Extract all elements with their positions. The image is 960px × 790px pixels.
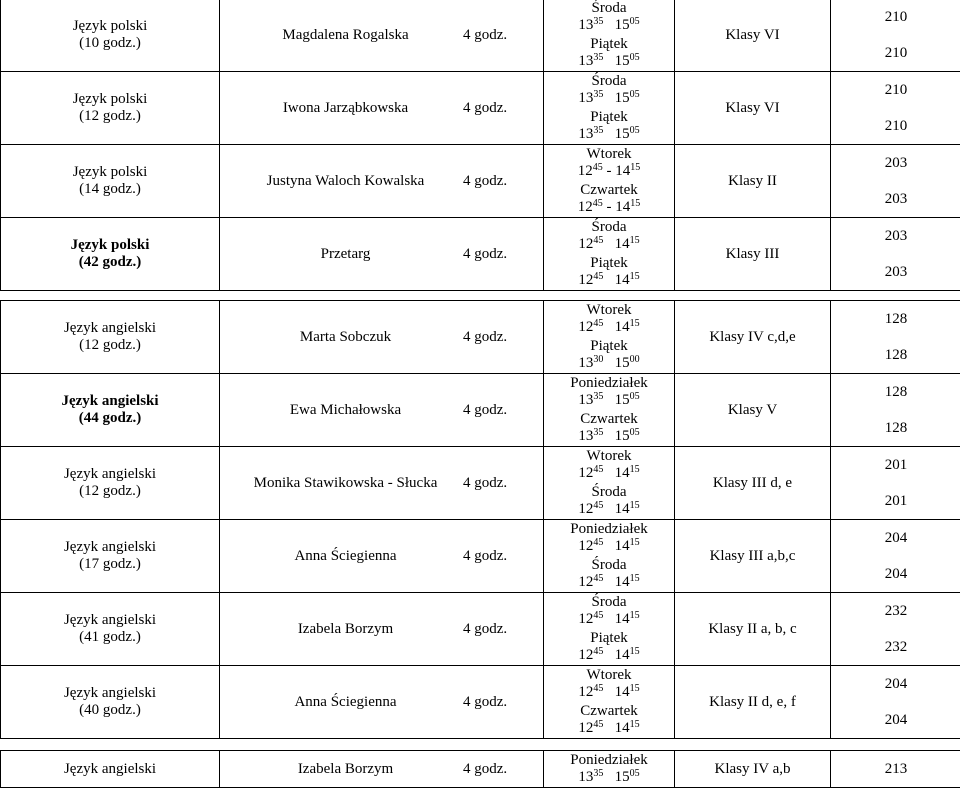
time-slot bbox=[544, 447, 674, 483]
subject-hours: (40 godz.) bbox=[79, 702, 141, 718]
teacher-hours: 4 godz. bbox=[463, 172, 508, 189]
room-number: 232 bbox=[884, 603, 908, 619]
teacher-name: Marta Sobczuk bbox=[299, 328, 392, 345]
rooms-cell bbox=[831, 72, 960, 145]
subject-cell bbox=[1, 145, 220, 218]
classes-cell: Klasy IV c,d,e bbox=[675, 301, 831, 374]
teacher-hours: 4 godz. bbox=[463, 99, 508, 116]
schedule-row bbox=[1, 301, 960, 374]
subject-cell bbox=[1, 520, 220, 593]
slot-time: $12^{45}$ $14^{15}$ bbox=[578, 235, 640, 252]
slot-day: Piątek bbox=[590, 109, 628, 125]
slot-day: Piątek bbox=[590, 36, 628, 52]
teacher-name: Izabela Borzym bbox=[297, 620, 394, 637]
slot-day: Wtorek bbox=[586, 667, 632, 683]
subject-cell bbox=[1, 218, 220, 291]
time-slot bbox=[544, 0, 674, 35]
teacher-hours: 4 godz. bbox=[463, 328, 508, 345]
subject-name: Język angielski bbox=[63, 320, 157, 336]
time-slot bbox=[544, 301, 674, 337]
subject-hours: (10 godz.) bbox=[79, 35, 141, 51]
rooms-cell bbox=[831, 218, 960, 291]
rooms-cell bbox=[831, 751, 960, 788]
teacher-name: Izabela Borzym bbox=[297, 760, 394, 777]
teacher-hours: 4 godz. bbox=[463, 474, 508, 491]
slot-day: Piątek bbox=[590, 630, 628, 646]
teacher-name: Iwona Jarząbkowska bbox=[282, 99, 409, 116]
days-cell bbox=[544, 0, 675, 72]
slot-time: $12^{45} - 14^{15}$ bbox=[577, 198, 641, 215]
slot-time: $13^{30}$ $15^{00}$ bbox=[578, 354, 640, 371]
subject-name: Język angielski bbox=[63, 539, 157, 555]
teacher-hours: 4 godz. bbox=[463, 245, 508, 262]
days-cell bbox=[544, 751, 675, 788]
slot-day: Wtorek bbox=[586, 146, 632, 162]
time-slot bbox=[544, 666, 674, 702]
time-slot bbox=[544, 218, 674, 254]
subject-name: Język angielski bbox=[63, 685, 157, 701]
classes-cell: Klasy III a,b,c bbox=[675, 520, 831, 593]
subject-name: Język angielski bbox=[63, 612, 157, 628]
days-cell bbox=[544, 447, 675, 520]
teacher-cell bbox=[220, 145, 544, 218]
slot-time: $13^{35}$ $15^{05}$ bbox=[578, 16, 640, 33]
time-slot bbox=[544, 483, 674, 519]
subject-hours: (14 godz.) bbox=[79, 181, 141, 197]
slot-time: $12^{45}$ $14^{15}$ bbox=[578, 500, 640, 517]
slot-day: Czwartek bbox=[580, 411, 638, 427]
subject-name: Język angielski bbox=[61, 393, 159, 409]
room-number: 203 bbox=[884, 228, 908, 244]
slot-time: $13^{35}$ $15^{05}$ bbox=[578, 391, 640, 408]
time-slot bbox=[544, 254, 674, 290]
slot-day: Piątek bbox=[590, 255, 628, 271]
classes-cell: Klasy II d, e, f bbox=[675, 666, 831, 739]
days-cell bbox=[544, 666, 675, 739]
slot-day: Poniedziałek bbox=[570, 375, 648, 391]
time-slot bbox=[544, 145, 674, 181]
teacher-name: Ewa Michałowska bbox=[289, 401, 402, 418]
slot-time: $12^{45}$ $14^{15}$ bbox=[578, 646, 640, 663]
classes-cell: Klasy VI bbox=[675, 0, 831, 72]
slot-day: Poniedziałek bbox=[570, 752, 648, 768]
schedule-row bbox=[1, 593, 960, 666]
rooms-cell bbox=[831, 301, 960, 374]
subject-cell bbox=[1, 666, 220, 739]
schedule-row bbox=[1, 520, 960, 593]
room-number: 204 bbox=[884, 712, 908, 728]
time-slot bbox=[544, 593, 674, 629]
rooms-cell bbox=[831, 0, 960, 72]
slot-time: $13^{35}$ $15^{05}$ bbox=[578, 427, 640, 444]
room-number: 201 bbox=[884, 493, 908, 509]
teacher-name: Anna Ściegienna bbox=[294, 693, 397, 710]
classes-cell: Klasy II bbox=[675, 145, 831, 218]
room-number: 210 bbox=[884, 45, 908, 61]
slot-day: Wtorek bbox=[586, 302, 632, 318]
days-cell bbox=[544, 72, 675, 145]
slot-day: Środa bbox=[591, 557, 627, 573]
room-number: 210 bbox=[884, 82, 908, 98]
subject-cell bbox=[1, 374, 220, 447]
time-slot bbox=[544, 410, 674, 446]
room-number: 203 bbox=[884, 191, 908, 207]
teacher-name: Anna Ściegienna bbox=[294, 547, 397, 564]
subject-name: Język angielski bbox=[63, 466, 157, 482]
slot-day: Piątek bbox=[590, 338, 628, 354]
teacher-cell bbox=[220, 72, 544, 145]
slot-time: $12^{45}$ $14^{15}$ bbox=[578, 719, 640, 736]
teacher-cell bbox=[220, 666, 544, 739]
subject-hours: (42 godz.) bbox=[78, 254, 142, 270]
slot-time: $12^{45}$ $14^{15}$ bbox=[578, 573, 640, 590]
teacher-hours: 4 godz. bbox=[463, 401, 508, 418]
days-cell bbox=[544, 374, 675, 447]
subject-name: Język angielski bbox=[63, 760, 157, 777]
teacher-cell bbox=[220, 301, 544, 374]
room-number: 203 bbox=[884, 155, 908, 171]
schedule-table-polish bbox=[0, 0, 960, 291]
slot-day: Środa bbox=[591, 73, 627, 89]
teacher-cell bbox=[220, 593, 544, 666]
room-number: 128 bbox=[884, 311, 908, 327]
time-slot bbox=[544, 556, 674, 592]
schedule-row bbox=[1, 447, 960, 520]
room-number: 232 bbox=[884, 639, 908, 655]
slot-day: Czwartek bbox=[580, 182, 638, 198]
rooms-cell bbox=[831, 666, 960, 739]
teacher-cell bbox=[220, 520, 544, 593]
teacher-cell bbox=[220, 374, 544, 447]
room-number: 213 bbox=[884, 761, 908, 777]
slot-time: $12^{45}$ $14^{15}$ bbox=[578, 683, 640, 700]
schedule-table-english-continued bbox=[0, 750, 960, 788]
room-number: 128 bbox=[884, 420, 908, 436]
slot-day: Środa bbox=[591, 484, 627, 500]
teacher-hours: 4 godz. bbox=[463, 760, 508, 777]
slot-day: Czwartek bbox=[580, 703, 638, 719]
time-slot bbox=[544, 374, 674, 410]
room-number: 204 bbox=[884, 676, 908, 692]
room-number: 128 bbox=[884, 347, 908, 363]
teacher-name: Przetarg bbox=[320, 245, 371, 262]
days-cell bbox=[544, 145, 675, 218]
time-slot bbox=[544, 520, 674, 556]
schedule-table-english bbox=[0, 300, 960, 739]
rooms-cell bbox=[831, 593, 960, 666]
room-number: 210 bbox=[884, 9, 908, 25]
rooms-cell bbox=[831, 520, 960, 593]
time-slot bbox=[544, 72, 674, 108]
subject-hours: (12 godz.) bbox=[79, 337, 141, 353]
slot-time: $12^{45}$ $14^{15}$ bbox=[578, 610, 640, 627]
slot-time: $12^{45}$ $14^{15}$ bbox=[578, 537, 640, 554]
teacher-name: Monika Stawikowska - Słucka bbox=[253, 474, 438, 491]
time-slot bbox=[544, 751, 674, 787]
room-number: 201 bbox=[884, 457, 908, 473]
days-cell bbox=[544, 218, 675, 291]
rooms-cell bbox=[831, 145, 960, 218]
teacher-hours: 4 godz. bbox=[463, 693, 508, 710]
teacher-hours: 4 godz. bbox=[463, 547, 508, 564]
slot-day: Środa bbox=[591, 219, 627, 235]
subject-hours: (12 godz.) bbox=[79, 108, 141, 124]
slot-day: Wtorek bbox=[586, 448, 632, 464]
room-number: 210 bbox=[884, 118, 908, 134]
subject-hours: (41 godz.) bbox=[79, 629, 141, 645]
subject-hours: (12 godz.) bbox=[79, 483, 141, 499]
subject-name: Język polski bbox=[72, 164, 148, 180]
slot-time: $13^{35}$ $15^{05}$ bbox=[578, 52, 640, 69]
classes-cell: Klasy V bbox=[675, 374, 831, 447]
days-cell bbox=[544, 520, 675, 593]
time-slot bbox=[544, 181, 674, 217]
slot-time: $13^{35}$ $15^{05}$ bbox=[578, 125, 640, 142]
teacher-hours: 4 godz. bbox=[463, 26, 508, 43]
subject-cell bbox=[1, 301, 220, 374]
slot-day: Poniedziałek bbox=[570, 521, 648, 537]
days-cell bbox=[544, 301, 675, 374]
classes-cell: Klasy II a, b, c bbox=[675, 593, 831, 666]
subject-cell bbox=[1, 0, 220, 72]
schedule-row bbox=[1, 666, 960, 739]
teacher-name: Magdalena Rogalska bbox=[282, 26, 409, 43]
slot-time: $13^{35}$ $15^{05}$ bbox=[578, 89, 640, 106]
room-number: 203 bbox=[884, 264, 908, 280]
teacher-name: Justyna Waloch Kowalska bbox=[266, 172, 425, 189]
classes-cell: Klasy VI bbox=[675, 72, 831, 145]
room-number: 204 bbox=[884, 530, 908, 546]
subject-name: Język polski bbox=[72, 18, 148, 34]
schedule-row bbox=[1, 72, 960, 145]
teacher-cell bbox=[220, 447, 544, 520]
teacher-cell bbox=[220, 751, 544, 788]
classes-cell: Klasy III bbox=[675, 218, 831, 291]
classes-cell: Klasy III d, e bbox=[675, 447, 831, 520]
days-cell bbox=[544, 593, 675, 666]
rooms-cell bbox=[831, 447, 960, 520]
subject-cell bbox=[1, 593, 220, 666]
subject-name: Język polski bbox=[72, 91, 148, 107]
rooms-cell bbox=[831, 374, 960, 447]
subject-name: Język polski bbox=[70, 237, 150, 253]
slot-time: $13^{35}$ $15^{05}$ bbox=[578, 768, 640, 785]
subject-cell bbox=[1, 72, 220, 145]
room-number: 204 bbox=[884, 566, 908, 582]
time-slot bbox=[544, 629, 674, 665]
schedule-row bbox=[1, 145, 960, 218]
teacher-hours: 4 godz. bbox=[463, 620, 508, 637]
slot-day: Środa bbox=[591, 594, 627, 610]
subject-cell bbox=[1, 751, 220, 788]
schedule-row bbox=[1, 374, 960, 447]
time-slot bbox=[544, 337, 674, 373]
time-slot bbox=[544, 35, 674, 71]
slot-time: $12^{45} - 14^{15}$ bbox=[577, 162, 641, 179]
teacher-cell bbox=[220, 0, 544, 72]
schedule-row bbox=[1, 218, 960, 291]
schedule-row bbox=[1, 751, 960, 788]
time-slot bbox=[544, 702, 674, 738]
schedule-row bbox=[1, 0, 960, 72]
slot-day: Środa bbox=[591, 0, 627, 16]
time-slot bbox=[544, 108, 674, 144]
subject-hours: (17 godz.) bbox=[79, 556, 141, 572]
teacher-cell bbox=[220, 218, 544, 291]
slot-time: $12^{45}$ $14^{15}$ bbox=[578, 271, 640, 288]
subject-cell bbox=[1, 447, 220, 520]
room-number: 128 bbox=[884, 384, 908, 400]
subject-hours: (44 godz.) bbox=[78, 410, 142, 426]
slot-time: $12^{45}$ $14^{15}$ bbox=[578, 318, 640, 335]
slot-time: $12^{45}$ $14^{15}$ bbox=[578, 464, 640, 481]
classes-cell: Klasy IV a,b bbox=[675, 751, 831, 788]
